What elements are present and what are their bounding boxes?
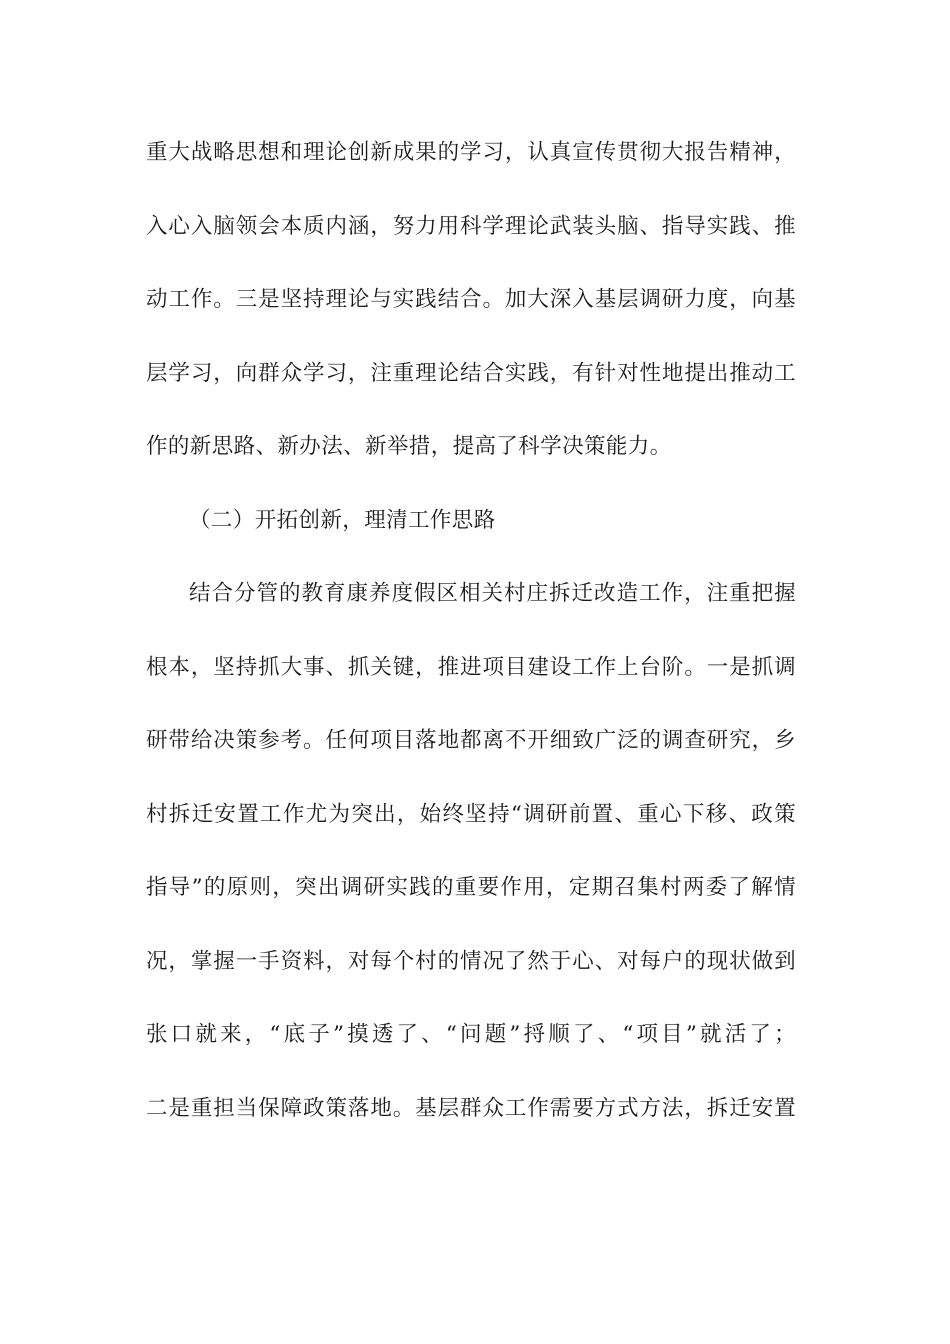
document-body [146,134,796,1163]
paragraph-line: 入心入脑领会本质内涵，努力用科学理论武装头脑、指导实践、推 [146,213,796,239]
paragraph-line: 张口就来，“底子”摸透了、“问题”捋顺了、“项目”就活了； [146,1022,796,1047]
section-heading: （二）开拓创新，理清工作思路 [189,507,496,533]
paragraph-line: 重大战略思想和理论创新成果的学习，认真宣传贯彻大报告精神， [146,140,796,165]
paragraph-line: 研带给决策参考。任何项目落地都离不开细致广泛的调查研究，乡 [146,728,796,753]
paragraph-line: 层学习，向群众学习，注重理论结合实践，有针对性地提出推动工 [146,360,796,386]
paragraph-line: 指导”的原则，突出调研实践的重要作用，定期召集村两委了解情 [146,875,796,900]
paragraph-line: 二是重担当保障政策落地。基层群众工作需要方式方法，拆迁安置 [146,1095,796,1121]
paragraph-line: 结合分管的教育康养度假区相关村庄拆迁改造工作，注重把握 [189,581,796,606]
paragraph-line: 况，掌握一手资料，对每个村的情况了然于心、对每户的现状做到 [146,948,796,974]
paragraph-line: 作的新思路、新办法、新举措，提高了科学决策能力。 [146,434,672,459]
paragraph-line: 动工作。三是坚持理论与实践结合。加大深入基层调研力度，向基 [146,287,796,312]
paragraph-line: 村拆迁安置工作尤为突出，始终坚持“调研前置、重心下移、政策 [146,801,796,827]
paragraph-line: 根本，坚持抓大事、抓关键，推进项目建设工作上台阶。一是抓调 [146,654,796,680]
